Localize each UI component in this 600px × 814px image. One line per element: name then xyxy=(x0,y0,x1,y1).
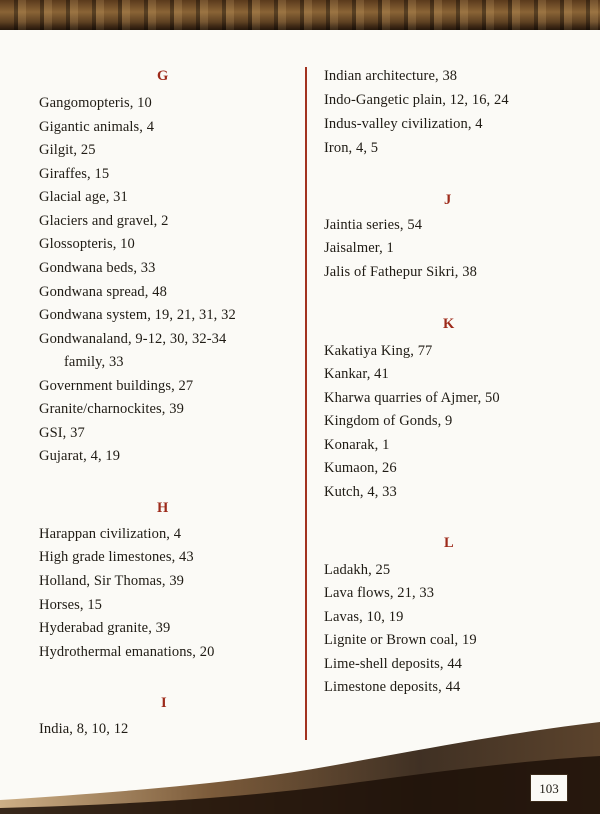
index-entry: Harappan civilization, 4 xyxy=(39,526,182,542)
index-entry: Granite/charnockites, 39 xyxy=(39,401,184,417)
index-entry: Konarak, 1 xyxy=(324,437,390,453)
index-entry: Gangomopteris, 10 xyxy=(39,95,152,111)
index-entry: Glossopteris, 10 xyxy=(39,236,135,252)
index-entry: Limestone deposits, 44 xyxy=(324,679,461,695)
index-entry: Kumaon, 26 xyxy=(324,460,397,476)
index-entry: Indian architecture, 38 xyxy=(324,68,458,84)
index-subentry: family, 33 xyxy=(64,354,124,370)
section-heading-j: J xyxy=(444,192,452,208)
index-entry: Lava flows, 21, 33 xyxy=(324,585,435,601)
index-entry: India, 8, 10, 12 xyxy=(39,721,129,737)
index-entry: Lime-shell deposits, 44 xyxy=(324,656,463,672)
index-entry: Hydrothermal emanations, 20 xyxy=(39,644,215,660)
index-entry: Jaintia series, 54 xyxy=(324,217,423,233)
page-number: 103 xyxy=(530,774,568,802)
column-divider xyxy=(305,67,307,740)
index-entry: Gigantic animals, 4 xyxy=(39,119,155,135)
index-entry: Glacial age, 31 xyxy=(39,189,128,205)
index-entry: Lignite or Brown coal, 19 xyxy=(324,632,477,648)
index-entry: Horses, 15 xyxy=(39,597,103,613)
index-entry: High grade limestones, 43 xyxy=(39,549,194,565)
index-entry: Kakatiya King, 77 xyxy=(324,343,433,359)
section-heading-l: L xyxy=(444,535,454,551)
index-entry: Gondwanaland, 9-12, 30, 32-34 xyxy=(39,331,227,347)
section-heading-i: I xyxy=(161,695,167,711)
index-entry: Gilgit, 25 xyxy=(39,142,96,158)
index-entry: Holland, Sir Thomas, 39 xyxy=(39,573,185,589)
index-entry: Ladakh, 25 xyxy=(324,562,391,578)
index-entry: Giraffes, 15 xyxy=(39,166,110,182)
index-entry: Jaisalmer, 1 xyxy=(324,240,394,256)
index-entry: Glaciers and gravel, 2 xyxy=(39,213,169,229)
section-heading-g: G xyxy=(157,68,169,84)
index-entry: Kutch, 4, 33 xyxy=(324,484,397,500)
index-entry: Gondwana beds, 33 xyxy=(39,260,156,276)
index-entry: Kharwa quarries of Ajmer, 50 xyxy=(324,390,500,406)
section-heading-h: H xyxy=(157,500,169,516)
index-entry: Jalis of Fathepur Sikri, 38 xyxy=(324,264,477,280)
index-entry: Government buildings, 27 xyxy=(39,378,194,394)
index-entry: Indus-valley civilization, 4 xyxy=(324,116,483,132)
index-entry: Kankar, 41 xyxy=(324,366,389,382)
index-entry: Indo-Gangetic plain, 12, 16, 24 xyxy=(324,92,509,108)
index-entry: Kingdom of Gonds, 9 xyxy=(324,413,453,429)
index-entry: Gujarat, 4, 19 xyxy=(39,448,121,464)
section-heading-k: K xyxy=(443,316,455,332)
index-entry: GSI, 37 xyxy=(39,425,85,441)
decorative-footer-wave xyxy=(0,704,600,814)
index-entry: Iron, 4, 5 xyxy=(324,140,379,156)
index-entry: Lavas, 10, 19 xyxy=(324,609,404,625)
index-entry: Gondwana system, 19, 21, 31, 32 xyxy=(39,307,236,323)
index-entry: Gondwana spread, 48 xyxy=(39,284,167,300)
decorative-header-banner xyxy=(0,0,600,30)
index-entry: Hyderabad granite, 39 xyxy=(39,620,171,636)
